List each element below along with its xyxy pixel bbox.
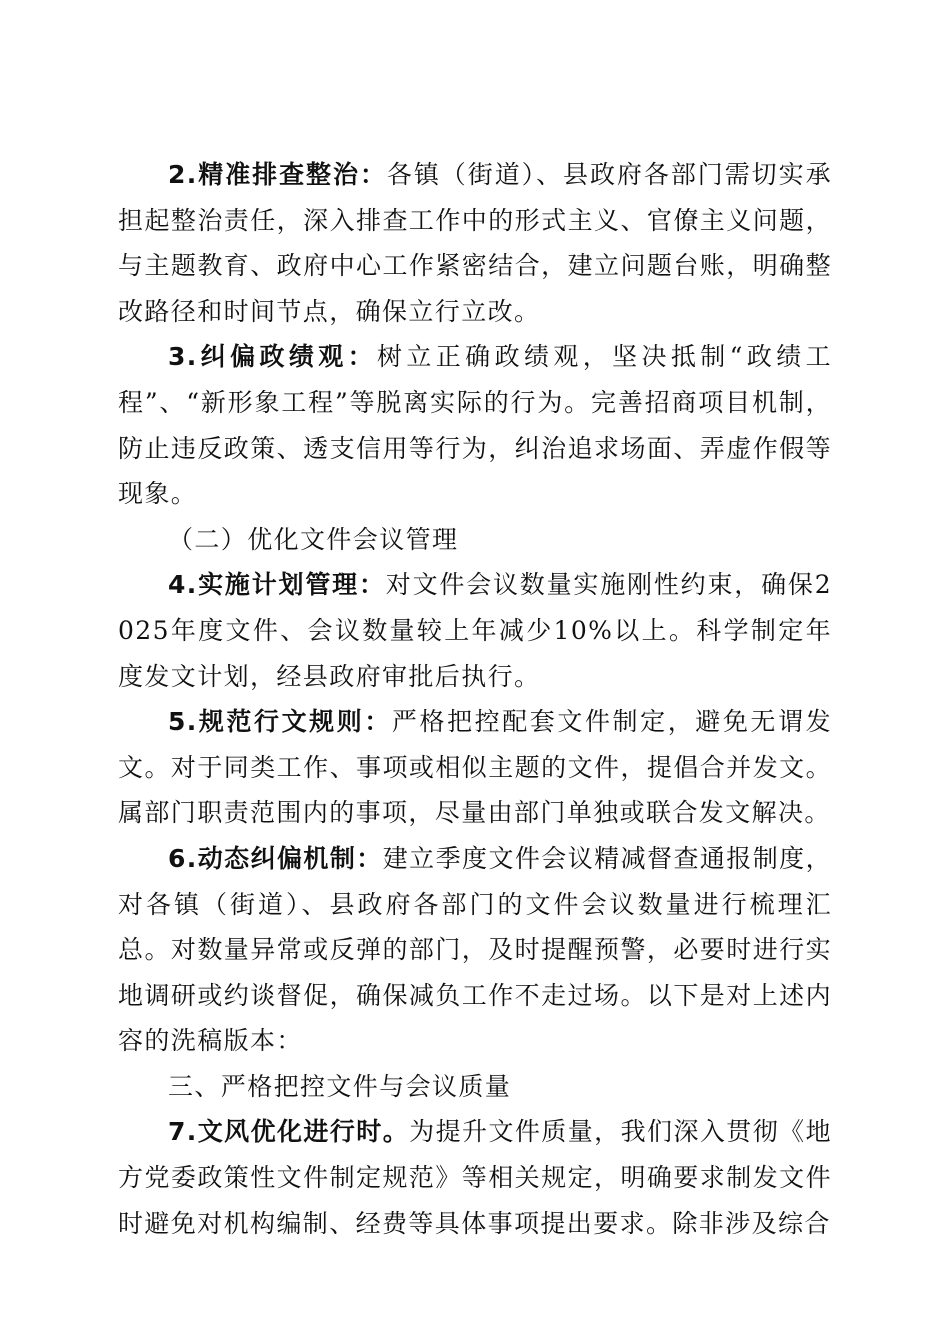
paragraph-2-lead: 2.精准排查整治：: [168, 160, 387, 189]
paragraph-6-body: 建立季度文件会议精减督查通报制度，对各镇（街道）、县政府各部门的文件会议数量进行梳理汇总。对数量异常或反弹的部门，及时提醒预警，必要时进行实地调研或约谈督促，确保减负工作不走过场。以下是对上述内容的洗稿版本：: [118, 843, 832, 1056]
paragraph-4: [118, 562, 832, 699]
paragraph-6-lead: 6.动态纠偏机制：: [168, 843, 383, 873]
paragraph-5-lead: 5.规范行文规则：: [168, 707, 392, 737]
paragraph-7-lead: 7.文风优化进行时。: [168, 1117, 410, 1147]
paragraph-6: [118, 836, 832, 1064]
paragraph-4-body: 对文件会议数量实施刚性约束，确保2025年度文件、会议数量较上年减少10%以上。科学制定年度发文计划，经县政府审批后执行。: [118, 570, 832, 691]
paragraph-3-lead: 3.纠偏政绩观：: [168, 342, 378, 372]
subheading-2: （二）优化文件会议管理: [168, 524, 459, 554]
paragraph-3-body: 树立正确政绩观，坚决抵制“政绩工程”、“新形象工程”等脱离实际的行为。完善招商项目机制，防止违反政策、透支信用等行为，纠治追求场面、弄虚作假等现象。: [118, 342, 833, 509]
paragraph-7-body: 为提升文件质量，我们深入贯彻《地方党委政策性文件制定规范》等相关规定，明确要求制发文件时避免对机构编制、经费等具体事项提出要求。除非涉及综合: [118, 1117, 832, 1238]
section-heading-3: 三、严格把控文件与会议质量: [168, 1071, 512, 1101]
paragraph-3: [118, 334, 832, 516]
paragraph-5: [118, 699, 832, 836]
paragraph-2-body: 各镇（街道）、县政府各部门需切实承担起整治责任，深入排查工作中的形式主义、官僚主义问题，与主题教育、政府中心工作紧密结合，建立问题台账，明确整改路径和时间节点，确保立行立改。: [118, 160, 832, 326]
paragraph-5-body: 严格把控配套文件制定，避免无谓发文。对于同类工作、事项或相似主题的文件，提倡合并发文。属部门职责范围内的事项，尽量由部门单独或联合发文解决。: [118, 707, 832, 828]
document-body: [118, 152, 832, 1246]
paragraph-7: [118, 1109, 832, 1246]
paragraph-4-lead: 4.实施计划管理：: [168, 570, 386, 600]
paragraph-2: [118, 152, 832, 334]
